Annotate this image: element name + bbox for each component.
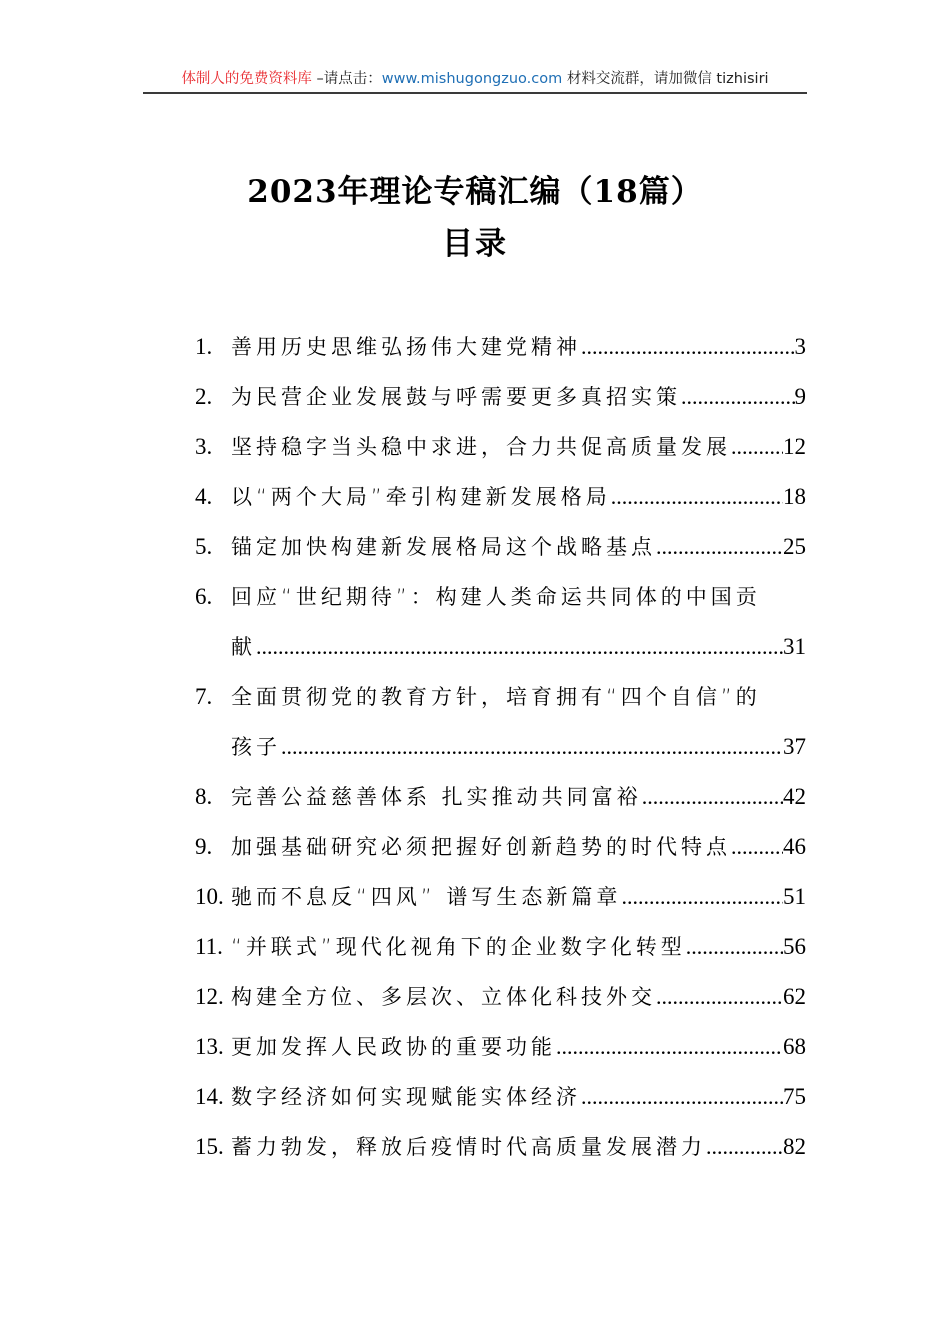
toc-entry-title: 锚定加快构建新发展格局这个战略基点 — [231, 535, 656, 559]
toc-entry-title: 数字经济如何实现赋能实体经济 — [231, 1085, 581, 1109]
toc-entry[interactable] — [195, 1127, 806, 1177]
toc-entry-page: 42 — [783, 784, 806, 809]
toc-entry-page: 62 — [783, 984, 806, 1009]
header-brand-text: 体制人的免费资料库 — [181, 71, 312, 87]
toc-entry[interactable] — [195, 877, 806, 927]
toc-entry[interactable] — [195, 977, 806, 1027]
header-prompt-text: –请点击： — [311, 71, 382, 87]
toc-entry-number: 7. — [195, 684, 213, 709]
header-website-link[interactable]: www.mishugongzuo.com — [381, 71, 563, 87]
toc-entry-page: 46 — [783, 834, 806, 859]
toc-entry-title: 构建全方位、多层次、立体化科技外交 — [231, 985, 656, 1009]
toc-entry-number: 6. — [195, 584, 213, 609]
toc-entry-page: 68 — [783, 1034, 806, 1059]
toc-entry-number: 10. — [195, 884, 224, 909]
toc-entry[interactable] — [195, 577, 806, 627]
toc-entry-title: 全面贯彻党的教育方针，培育拥有“四个自信”的 — [231, 685, 761, 709]
toc-entry-continuation[interactable] — [195, 627, 806, 677]
toc-entry-page: 9 — [794, 384, 806, 409]
toc-leader-dots — [731, 427, 783, 467]
toc-entry[interactable] — [195, 377, 806, 427]
toc-entry-title: 完善公益慈善体系 扎实推动共同富裕 — [231, 785, 642, 809]
toc-entry-number: 1. — [195, 334, 213, 359]
toc-entry-number: 4. — [195, 484, 213, 509]
table-of-contents — [195, 327, 806, 1177]
toc-entry-title: 回应“世纪期待”：构建人类命运共同体的中国贡 — [231, 585, 761, 609]
toc-entry-number: 14. — [195, 1084, 224, 1109]
toc-leader-dots — [706, 1127, 783, 1167]
toc-entry-page: 37 — [783, 734, 806, 759]
toc-leader-dots — [642, 777, 783, 817]
toc-heading: 目录 — [442, 226, 508, 262]
toc-entry[interactable] — [195, 927, 806, 977]
toc-entry-title-continued: 孩子 — [231, 735, 281, 759]
toc-entry-number: 2. — [195, 384, 213, 409]
toc-entry-title: 为民营企业发展鼓与呼需要更多真招实策 — [231, 385, 681, 409]
toc-leader-dots — [581, 1077, 783, 1117]
toc-entry-continuation[interactable] — [195, 727, 806, 777]
toc-entry[interactable] — [195, 427, 806, 477]
toc-entry-number: 8. — [195, 784, 213, 809]
toc-entry-page: 75 — [783, 1084, 806, 1109]
toc-leader-dots — [281, 727, 783, 767]
toc-entry[interactable] — [195, 477, 806, 527]
toc-leader-dots — [731, 827, 783, 867]
toc-entry[interactable] — [195, 327, 806, 377]
toc-entry[interactable] — [195, 1027, 806, 1077]
toc-entry-number: 12. — [195, 984, 224, 1009]
toc-entry-title: “并联式”现代化视角下的企业数字化转型 — [231, 935, 686, 959]
header-wechat-text: 材料交流群，请加微信 tizhisiri — [562, 71, 769, 87]
toc-leader-dots — [681, 377, 795, 417]
header-divider — [143, 92, 807, 94]
toc-entry-page: 31 — [783, 634, 806, 659]
toc-entry-title: 以“两个大局”牵引构建新发展格局 — [231, 485, 611, 509]
toc-entry-title: 善用历史思维弘扬伟大建党精神 — [231, 335, 581, 359]
toc-entry-title: 蓄力勃发，释放后疫情时代高质量发展潜力 — [231, 1135, 706, 1159]
toc-entry-title-continued: 献 — [231, 635, 256, 659]
toc-entry[interactable] — [195, 1077, 806, 1127]
toc-entry-page: 56 — [783, 934, 806, 959]
toc-leader-dots — [686, 927, 783, 967]
toc-entry-title: 更加发挥人民政协的重要功能 — [231, 1035, 556, 1059]
toc-entry-number: 3. — [195, 434, 213, 459]
toc-entry-page: 3 — [794, 334, 806, 359]
toc-entry-title: 坚持稳字当头稳中求进，合力共促高质量发展 — [231, 435, 731, 459]
toc-leader-dots — [621, 877, 783, 917]
toc-entry-number: 11. — [195, 934, 223, 959]
toc-entry-page: 51 — [783, 884, 806, 909]
toc-entry-number: 13. — [195, 1034, 224, 1059]
toc-leader-dots — [656, 977, 783, 1017]
toc-entry-page: 25 — [783, 534, 806, 559]
toc-leader-dots — [256, 627, 783, 667]
toc-entry-title: 驰而不息反“四风” 谱写生态新篇章 — [231, 885, 622, 909]
toc-entry-number: 15. — [195, 1134, 224, 1159]
toc-entry[interactable] — [195, 527, 806, 577]
toc-leader-dots — [556, 1027, 783, 1067]
toc-entry-number: 5. — [195, 534, 213, 559]
toc-leader-dots — [656, 527, 783, 567]
page-header-banner — [145, 68, 805, 92]
document-title: 2023年理论专稿汇编（18篇） — [247, 174, 703, 210]
toc-entry[interactable] — [195, 777, 806, 827]
toc-entry-page: 18 — [783, 484, 806, 509]
toc-entry-number: 9. — [195, 834, 213, 859]
toc-entry[interactable] — [195, 677, 806, 727]
toc-entry-page: 82 — [783, 1134, 806, 1159]
toc-entry-page: 12 — [783, 434, 806, 459]
toc-entry-title: 加强基础研究必须把握好创新趋势的时代特点 — [231, 835, 731, 859]
toc-leader-dots — [611, 477, 783, 517]
toc-leader-dots — [581, 327, 795, 367]
toc-entry[interactable] — [195, 827, 806, 877]
